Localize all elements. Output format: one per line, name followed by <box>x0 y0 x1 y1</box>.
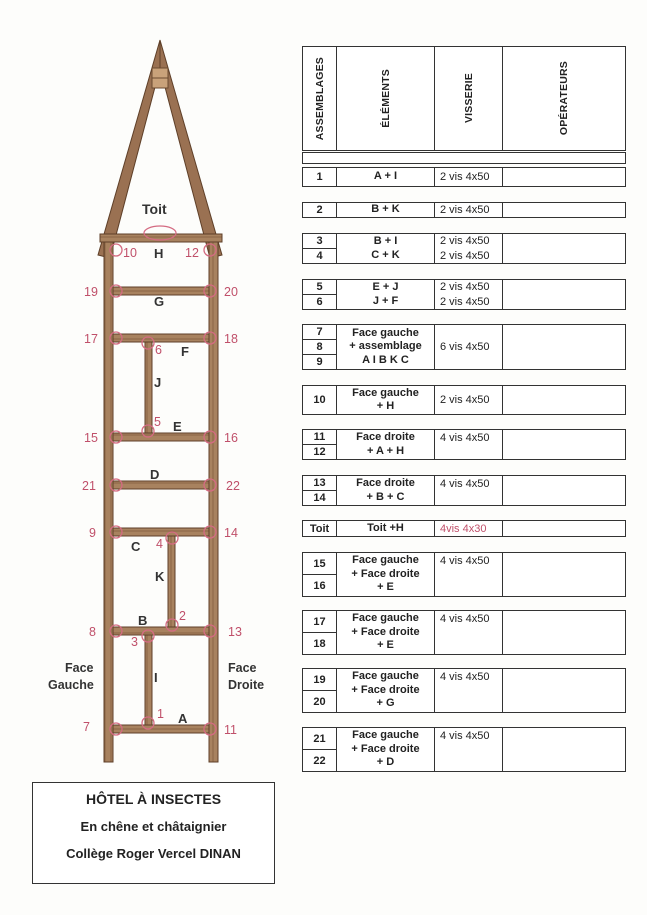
element-cell: Face gauche + Face droite + E <box>337 611 435 654</box>
element-cell: Face droite + B + C <box>337 476 435 505</box>
table-row <box>302 475 626 506</box>
assembly-number: 2 <box>316 204 323 216</box>
operator-cell[interactable] <box>503 168 625 186</box>
joint-number: 2 <box>179 609 186 623</box>
title-box <box>32 782 275 884</box>
assembly-number: 6 <box>303 294 336 309</box>
side-label-right: Face <box>228 661 257 675</box>
visserie-cell <box>435 611 503 654</box>
side-label-left: Gauche <box>48 678 94 692</box>
beam-label: K <box>155 569 165 584</box>
joint-number: 14 <box>224 526 238 540</box>
visserie-value: 4 vis 4x50 <box>440 730 490 742</box>
header-assemblages: ASSEMBLAGES <box>313 56 326 141</box>
assembly-number-cell <box>303 430 337 459</box>
title-main: HÔTEL À INSECTES <box>85 791 222 807</box>
beam-label: Toit <box>142 201 167 217</box>
element-cell: E + J J + F <box>337 280 435 309</box>
visserie-value: 6 vis 4x50 <box>440 341 490 353</box>
assembly-number-cell <box>303 280 337 309</box>
beam-label: B <box>138 613 148 628</box>
assembly-number: 8 <box>303 339 336 354</box>
element-cell: B + I C + K <box>337 234 435 263</box>
table-header <box>302 46 626 151</box>
assembly-number: 17 <box>313 615 326 628</box>
beam-label: J <box>154 375 162 390</box>
assembly-number: 11 <box>313 431 326 443</box>
joint-number: 10 <box>123 246 137 260</box>
visserie-value: 2 vis 4x50 <box>440 171 490 183</box>
operator-cell[interactable] <box>503 553 625 596</box>
visserie-value: 4 vis 4x50 <box>440 613 490 625</box>
table-row <box>302 385 626 415</box>
beam-label: I <box>154 670 158 685</box>
operator-cell[interactable] <box>503 521 625 536</box>
operator-cell[interactable] <box>503 430 625 459</box>
visserie-cell <box>435 553 503 596</box>
operator-cell[interactable] <box>503 280 625 309</box>
operator-cell[interactable] <box>503 234 625 263</box>
operator-cell[interactable] <box>503 386 625 414</box>
operator-cell[interactable] <box>503 669 625 712</box>
visserie-value: 4 vis 4x50 <box>440 478 490 490</box>
header-elements: ÉLÉMENTS <box>379 69 392 128</box>
element-cell: Face droite + A + H <box>337 430 435 459</box>
side-label-left: Face <box>65 661 94 675</box>
joint-number: 21 <box>82 479 96 493</box>
joint-number: 7 <box>83 720 90 734</box>
visserie-value: 2 vis 4x50 <box>440 249 490 262</box>
insect-hotel-diagram <box>0 0 300 770</box>
visserie-cell <box>435 386 503 414</box>
assembly-number: 3 <box>316 235 323 247</box>
beam-label: C <box>131 539 141 554</box>
assembly-number-cell <box>303 325 337 369</box>
visserie-cell <box>435 430 503 459</box>
table-row <box>302 552 626 597</box>
joint-number: 17 <box>84 332 98 346</box>
table-row <box>302 429 626 460</box>
element-cell: Toit +H <box>337 521 435 536</box>
joint-number: 12 <box>185 246 199 260</box>
title-school: Collège Roger Vercel DINAN <box>66 846 241 861</box>
visserie-value: 2 vis 4x50 <box>440 295 490 308</box>
assembly-number: 21 <box>313 732 326 745</box>
table-row <box>302 610 626 655</box>
assembly-number: 13 <box>313 477 326 489</box>
assembly-number-cell <box>303 168 337 186</box>
joint-number: 8 <box>89 625 96 639</box>
joint-number: 19 <box>84 285 98 299</box>
joint-number: 3 <box>131 635 138 649</box>
element-cell: Face gauche + H <box>337 386 435 414</box>
assembly-number: 7 <box>316 326 323 338</box>
visserie-value: 4 vis 4x50 <box>440 555 490 567</box>
title-material: En chêne et châtaignier <box>80 819 227 834</box>
visserie-cell <box>435 728 503 771</box>
table-row <box>302 727 626 772</box>
joint-number: 9 <box>89 526 96 540</box>
visserie-cell <box>435 669 503 712</box>
visserie-value: 2 vis 4x50 <box>440 235 490 248</box>
assembly-number: 15 <box>313 557 326 570</box>
operator-cell[interactable] <box>503 203 625 217</box>
joint-number: 5 <box>154 415 161 429</box>
element-cell: Face gauche + Face droite + G <box>337 669 435 712</box>
visserie-value: 2 vis 4x50 <box>440 204 490 216</box>
visserie-value: 2 vis 4x50 <box>440 281 490 294</box>
visserie-cell <box>435 203 503 217</box>
assembly-number: 12 <box>303 444 336 459</box>
table-row <box>302 233 626 264</box>
table-row <box>302 324 626 370</box>
visserie-value: 4vis 4x30 <box>440 522 487 535</box>
element-cell: Face gauche + assemblage A I B K C <box>337 325 435 369</box>
joint-number: 16 <box>224 431 238 445</box>
operator-cell[interactable] <box>503 611 625 654</box>
joint-number: 6 <box>155 343 162 357</box>
beam-label: F <box>181 344 189 359</box>
element-cell: Face gauche + Face droite + E <box>337 553 435 596</box>
assembly-number: 19 <box>313 673 326 686</box>
assembly-number: 16 <box>303 574 336 596</box>
assembly-number: 22 <box>303 749 336 771</box>
operator-cell[interactable] <box>503 728 625 771</box>
joint-number: 11 <box>224 723 237 737</box>
assembly-number-cell <box>303 386 337 414</box>
assembly-number-cell <box>303 669 337 712</box>
beam-label: H <box>154 246 164 261</box>
roof <box>98 40 222 258</box>
assembly-number: 14 <box>303 490 336 505</box>
frame <box>100 234 222 762</box>
joint-number: 4 <box>156 537 163 551</box>
visserie-cell <box>435 280 503 309</box>
assembly-number-cell <box>303 728 337 771</box>
joint-number: 22 <box>226 479 240 493</box>
table-row <box>302 668 626 713</box>
joint-number: 20 <box>224 285 238 299</box>
table-row <box>302 520 626 537</box>
assembly-number: 10 <box>313 394 326 406</box>
visserie-cell <box>435 168 503 186</box>
beam-labels <box>131 201 189 726</box>
visserie-value: 4 vis 4x50 <box>440 671 490 683</box>
table-row <box>302 167 626 187</box>
beam-label: E <box>173 419 182 434</box>
table-row <box>302 202 626 218</box>
table-row <box>302 279 626 310</box>
assembly-number-cell <box>303 203 337 217</box>
assembly-number: 18 <box>303 632 336 654</box>
assembly-number-cell <box>303 553 337 596</box>
joint-number: 15 <box>84 431 98 445</box>
assembly-number: Toit <box>309 522 330 535</box>
visserie-cell <box>435 521 503 536</box>
assembly-number: 4 <box>303 248 336 263</box>
visserie-cell <box>435 476 503 505</box>
element-cell: Face gauche + Face droite + D <box>337 728 435 771</box>
assembly-number: 20 <box>303 690 336 712</box>
header-visserie: VISSERIE <box>462 73 475 124</box>
beam-label: D <box>150 467 160 482</box>
joint-number: 13 <box>228 625 242 639</box>
assembly-number: 1 <box>316 171 323 183</box>
beam-label: G <box>154 294 165 309</box>
visserie-cell <box>435 234 503 263</box>
beam-label: A <box>178 711 188 726</box>
assembly-number: 9 <box>303 354 336 369</box>
table-spacer-row <box>302 152 626 164</box>
operator-cell[interactable] <box>503 325 625 369</box>
element-cell: A + I <box>337 168 435 186</box>
header-operateurs: OPÉRATEURS <box>558 61 570 136</box>
joint-number: 18 <box>224 332 238 346</box>
side-label-right: Droite <box>228 678 265 692</box>
visserie-cell <box>435 325 503 369</box>
visserie-value: 4 vis 4x50 <box>440 432 490 444</box>
assembly-number-cell <box>303 476 337 505</box>
operator-cell[interactable] <box>503 476 625 505</box>
assembly-number-cell <box>303 521 337 536</box>
element-cell: B + K <box>337 203 435 217</box>
assembly-number-cell <box>303 234 337 263</box>
assembly-number-cell <box>303 611 337 654</box>
assembly-number: 5 <box>316 281 323 293</box>
visserie-value: 2 vis 4x50 <box>440 394 490 406</box>
joint-number: 1 <box>157 707 164 721</box>
